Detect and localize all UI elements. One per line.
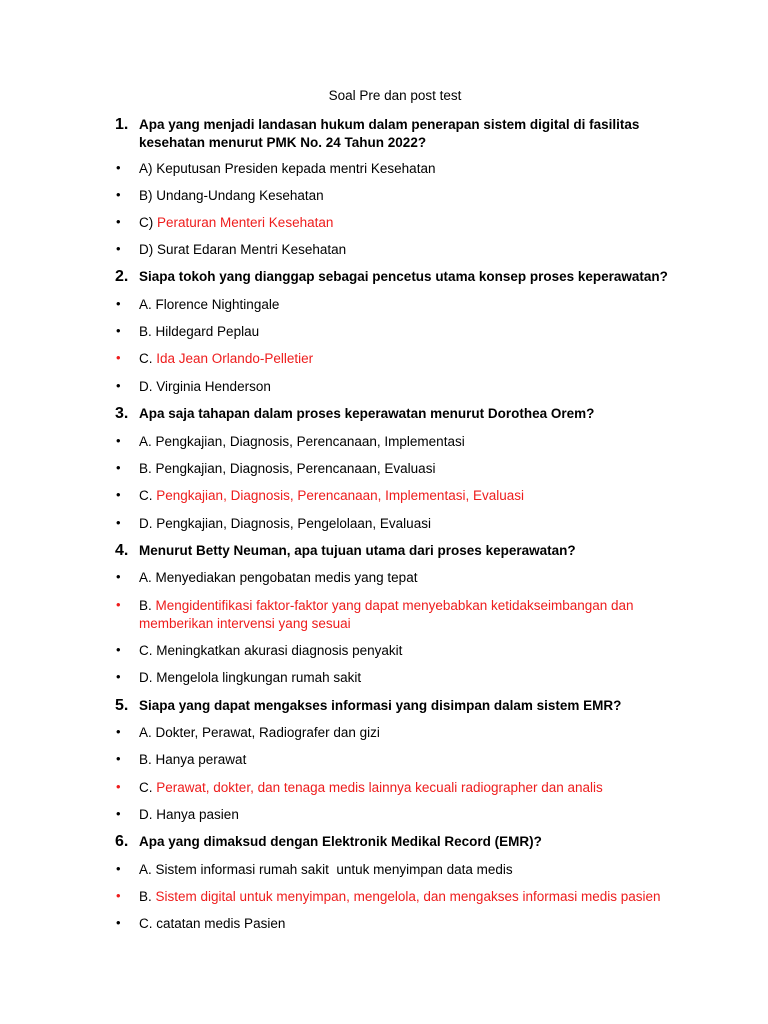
option-prefix: A. (139, 725, 156, 740)
option-text-correct: Pengkajian, Diagnosis, Perencanaan, Implementasi, Evaluasi (156, 488, 524, 503)
bullet: • (116, 779, 121, 794)
option-prefix: D. (139, 516, 157, 531)
option-text: Keputusan Presiden kepada mentri Kesehatan (156, 161, 436, 176)
option-prefix: A. (139, 570, 156, 585)
question-text: Menurut Betty Neuman, apa tujuan utama dari proses keperawatan? (139, 543, 576, 558)
option-prefix: D. (139, 807, 157, 822)
option-prefix: C. (139, 916, 157, 931)
question-number: 5. (115, 697, 129, 714)
question-number: 6. (115, 833, 129, 850)
bullet: • (116, 806, 121, 821)
option-prefix: A. (139, 434, 156, 449)
bullet: • (116, 433, 121, 448)
option-prefix: C) (139, 215, 157, 230)
option-prefix: B. (139, 752, 156, 767)
question-text: Apa yang menjadi landasan hukum dalam penerapan sistem digital di fasilitas kesehatan menurut PMK No. 24 Tahun 2022? (139, 117, 640, 150)
document-title: Soal Pre dan post test (328, 88, 462, 103)
option-text: Hanya perawat (155, 752, 247, 767)
option-text: Sistem informasi rumah sakit untuk menyimpan data medis (155, 862, 513, 877)
bullet: • (116, 296, 121, 311)
bullet: • (116, 724, 121, 739)
option-text-correct: Ida Jean Orlando-Pelletier (156, 351, 314, 366)
option-prefix: C. (139, 351, 157, 366)
option-prefix: B. (139, 461, 156, 476)
option-text: Pengkajian, Diagnosis, Pengelolaan, Evaluasi (156, 516, 431, 531)
option-text: Pengkajian, Diagnosis, Perencanaan, Evaluasi (155, 461, 436, 476)
option-text: catatan medis Pasien (156, 916, 286, 931)
bullet: • (116, 214, 121, 229)
option-prefix: D. (139, 379, 157, 394)
question-text: Siapa tokoh yang dianggap sebagai pencetus utama konsep proses keperawatan? (139, 269, 668, 284)
bullet: • (116, 187, 121, 202)
bullet: • (116, 487, 121, 502)
bullet: • (116, 569, 121, 584)
option-text: Surat Edaran Mentri Kesehatan (157, 242, 347, 257)
option-text: Hanya pasien (156, 807, 239, 822)
question-number: 1. (115, 116, 129, 133)
question-text: Apa yang dimaksud dengan Elektronik Medikal Record (EMR)? (139, 834, 542, 849)
option-text-correct: Mengidentifikasi faktor-faktor yang dapat menyebabkan ketidakseimbangan dan (155, 598, 634, 613)
question-number: 3. (115, 405, 129, 422)
option-text-correct: Peraturan Menteri Kesehatan (157, 215, 334, 230)
option-prefix: D) (139, 242, 157, 257)
option-text-correct: Perawat, dokter, dan tenaga medis lainnya kecuali radiographer dan analis (156, 780, 603, 795)
bullet: • (116, 160, 121, 175)
bullet: • (116, 888, 121, 903)
bullet: • (116, 323, 121, 338)
bullet: • (116, 515, 121, 530)
bullet: • (116, 915, 121, 930)
question-text: Apa saja tahapan dalam proses keperawatan menurut Dorothea Orem? (139, 406, 595, 421)
option-prefix: B. (139, 598, 156, 613)
option-text: Mengelola lingkungan rumah sakit (156, 670, 362, 685)
option-prefix: B. (139, 324, 156, 339)
option-text: Virginia Henderson (156, 379, 271, 394)
option-text: Menyediakan pengobatan medis yang tepat (155, 570, 418, 585)
bullet: • (116, 241, 121, 256)
bullet: • (116, 642, 121, 657)
question-text: Siapa yang dapat mengakses informasi yang disimpan dalam sistem EMR? (139, 698, 622, 713)
question-number: 2. (115, 268, 129, 285)
bullet: • (116, 751, 121, 766)
option-prefix: B) (139, 188, 157, 203)
option-text: Florence Nightingale (155, 297, 280, 312)
option-text: Undang-Undang Kesehatan (156, 188, 324, 203)
option-prefix: A. (139, 862, 156, 877)
option-text: Dokter, Perawat, Radiografer dan gizi (155, 725, 380, 740)
option-text: Meningkatkan akurasi diagnosis penyakit (156, 643, 403, 658)
bullet: • (116, 597, 121, 612)
option-prefix: C. (139, 643, 157, 658)
bullet: • (116, 378, 121, 393)
option-text: Hildegard Peplau (155, 324, 260, 339)
bullet: • (116, 861, 121, 876)
option-text-correct-continued: memberikan intervensi yang sesuai (139, 616, 351, 631)
option-prefix: C. (139, 488, 157, 503)
bullet: • (116, 350, 121, 365)
option-prefix: C. (139, 780, 157, 795)
option-prefix: B. (139, 889, 156, 904)
option-prefix: D. (139, 670, 157, 685)
question-number: 4. (115, 542, 129, 559)
bullet: • (116, 460, 121, 475)
bullet: • (116, 669, 121, 684)
option-text-correct: Sistem digital untuk menyimpan, mengelola, dan mengakses informasi medis pasien (155, 889, 661, 904)
option-text: Pengkajian, Diagnosis, Perencanaan, Implementasi (155, 434, 465, 449)
option-prefix: A) (139, 161, 157, 176)
option-prefix: A. (139, 297, 156, 312)
